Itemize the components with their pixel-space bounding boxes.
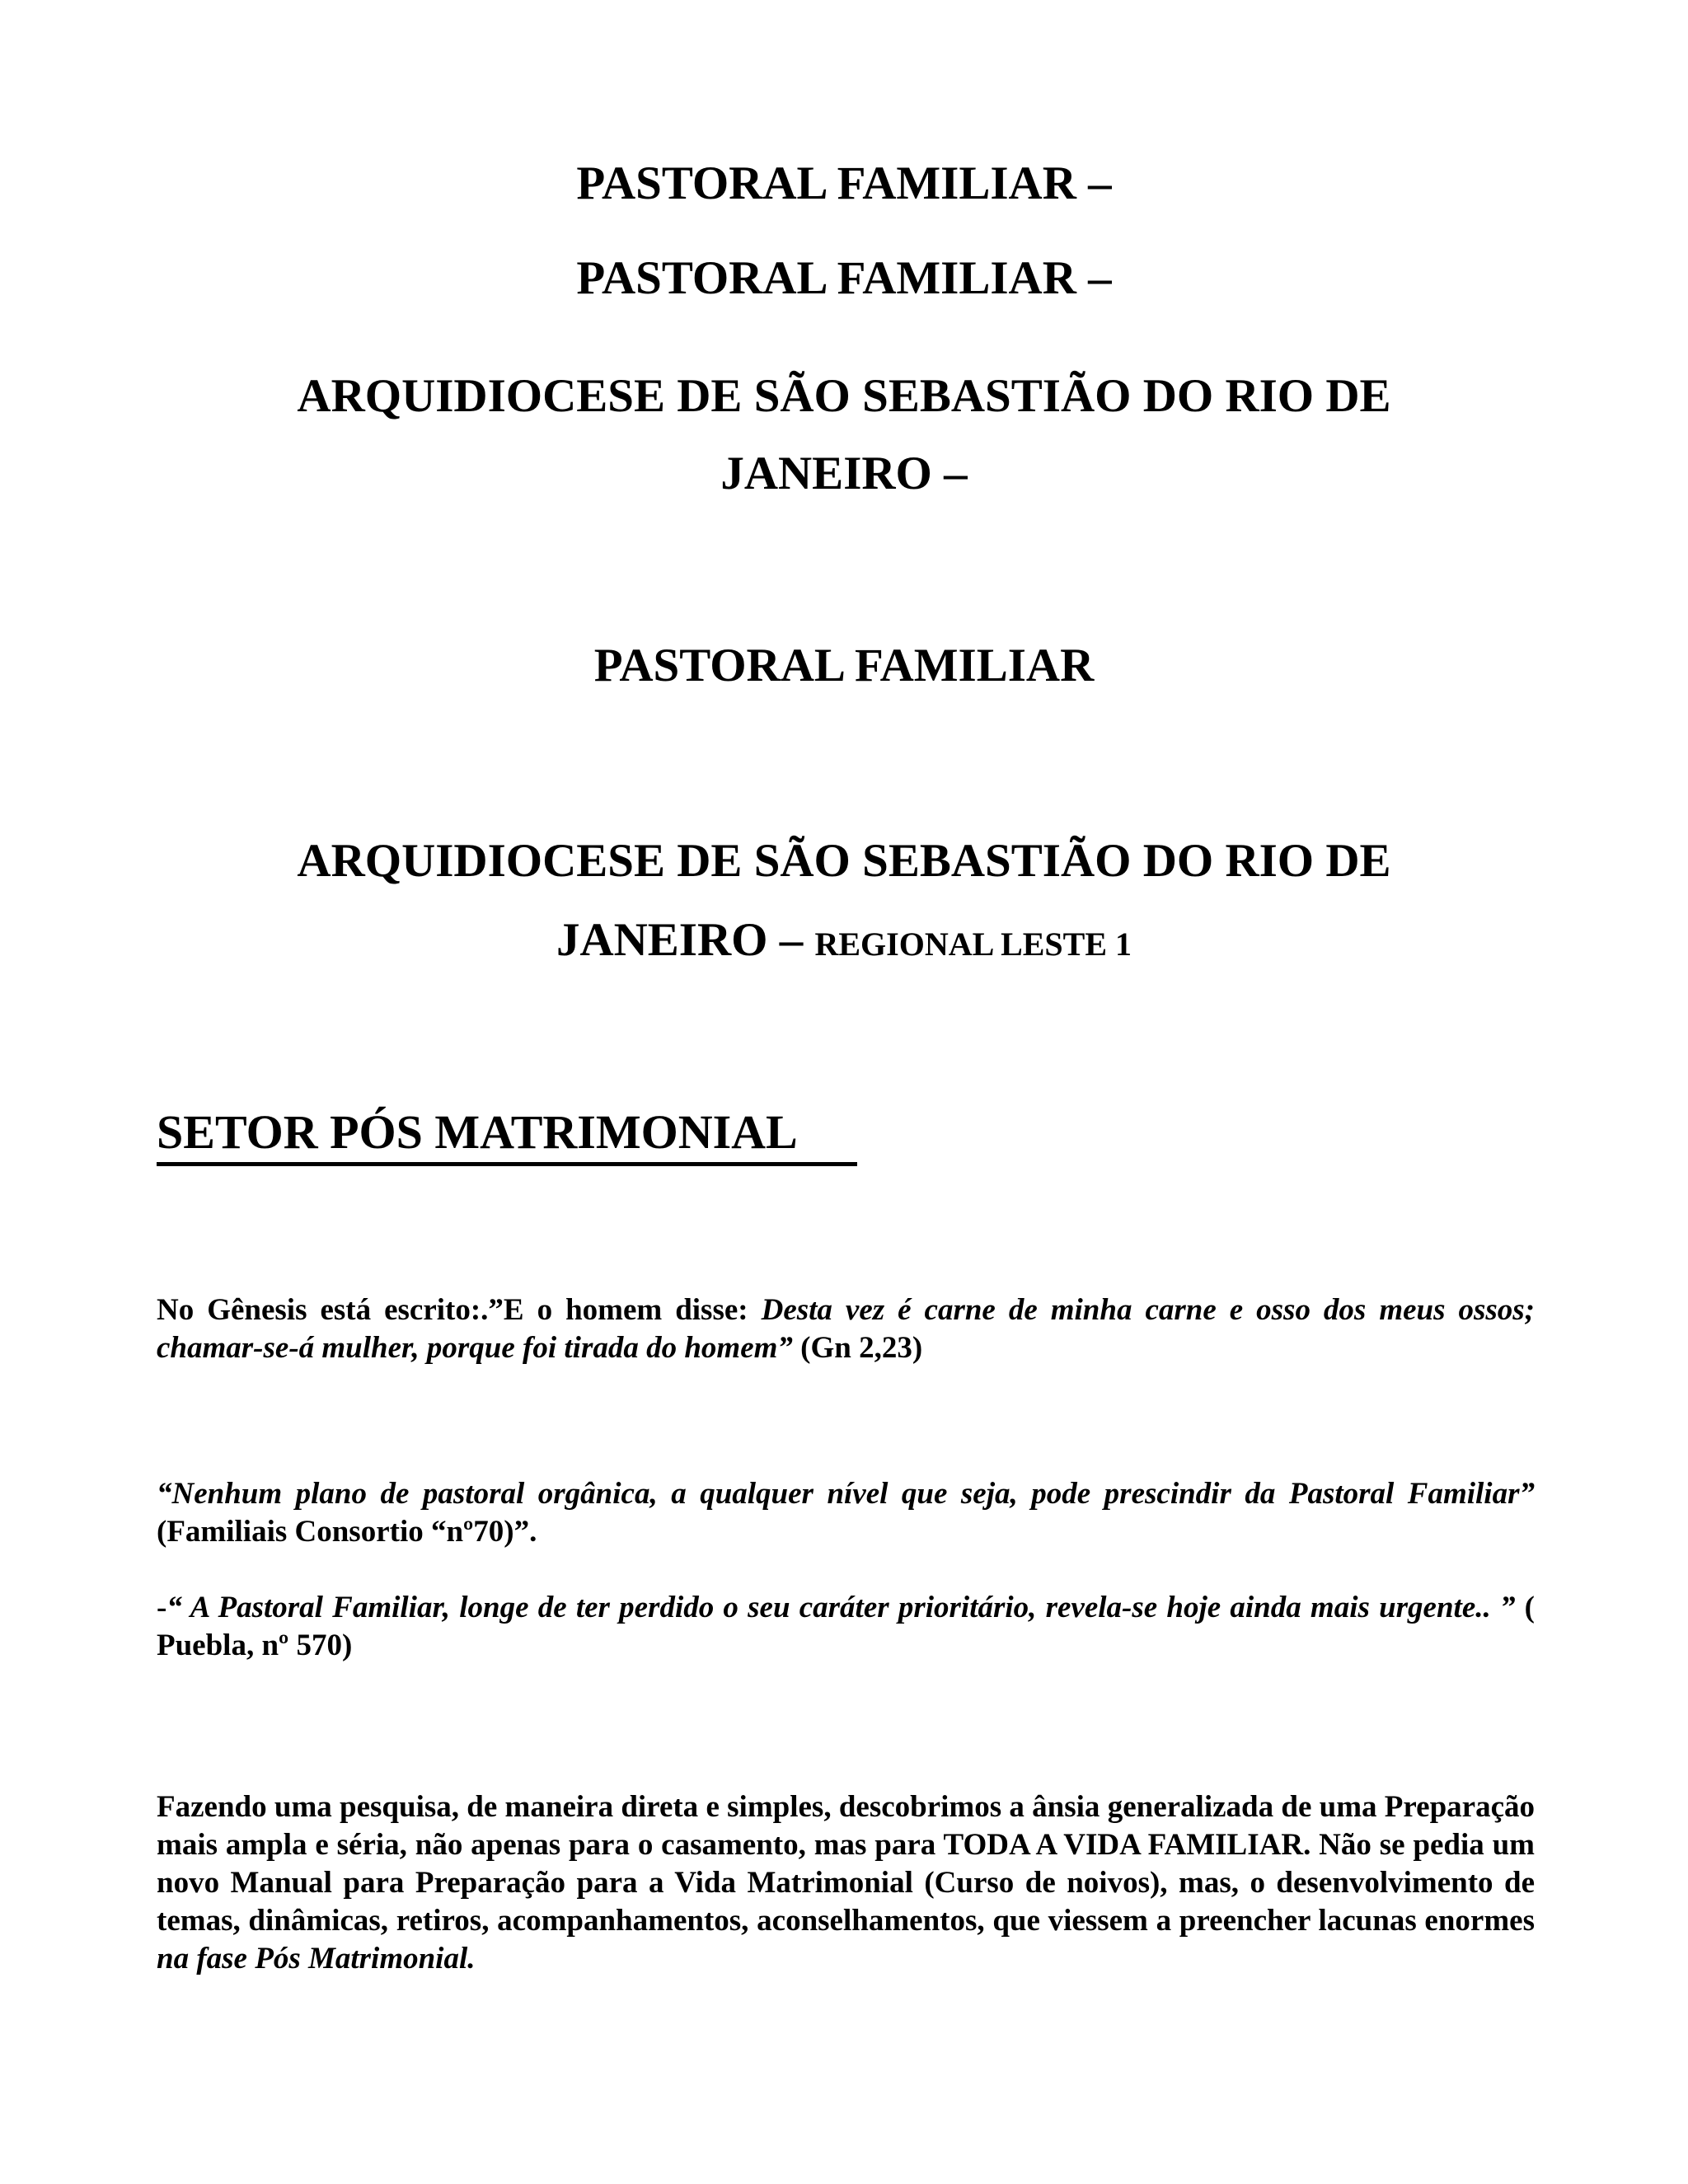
header-line-1: PASTORAL FAMILIAR – <box>576 157 1112 209</box>
genesis-quote: Desta vez é carne de minha carne e osso dos meus ossos; chamar-se-á mulher, porque foi tirada do homem” <box>157 1293 1535 1365</box>
header-line-5: PASTORAL FAMILIAR <box>593 640 1095 691</box>
header-line-7-main: JANEIRO – <box>556 914 804 966</box>
paragraph-genesis <box>157 1291 1535 1367</box>
paragraph-puebla <box>157 1589 1535 1665</box>
section-title: SETOR PÓS MATRIMONIAL <box>157 1104 857 1166</box>
header-line-7 <box>0 913 1688 972</box>
genesis-intro: No Gênesis está escrito:.”E o homem disse: <box>157 1293 762 1327</box>
puebla-prefix: - <box>157 1591 167 1624</box>
paragraph-familiaris <box>157 1475 1535 1551</box>
puebla-ref: ( Puebla, nº 570) <box>157 1591 1535 1662</box>
header-line-6: ARQUIDIOCESE DE SÃO SEBASTIÃO DO RIO DE <box>297 835 1391 887</box>
paragraph-research <box>157 1788 1535 1978</box>
familiaris-quote: “Nenhum plano de pastoral orgânica, a qualquer nível que seja, pode prescindir da Pastoral Familiar” <box>157 1477 1535 1511</box>
research-italic-end: na fase Pós Matrimonial. <box>157 1942 476 1975</box>
familiaris-ref: (Familiais Consortio “nº70)”. <box>157 1515 537 1549</box>
puebla-quote: “ A Pastoral Familiar, longe de ter perdido o seu caráter prioritário, revela-se hoje ainda mais urgente.. ” <box>166 1591 1516 1624</box>
header-line-2: PASTORAL FAMILIAR – <box>576 252 1112 304</box>
header-regional: REGIONAL LESTE 1 <box>814 926 1132 963</box>
research-text: Fazendo uma pesquisa, de maneira direta e simples, descobrimos a ânsia generalizada de uma Preparação mais ampla e séria, não apenas para o casamento, mas para TODA A VIDA FAMILIAR. Não se pedia um novo Manual para Preparação para a Vida Matrimonial (Curso de noivos), mas, o desenvolvimento de temas, dinâmicas, retiros, acompanhamentos, aconselhamentos, que viessem a preencher lacunas enormes <box>157 1790 1535 1938</box>
genesis-ref: (Gn 2,23) <box>792 1331 923 1365</box>
header-line-3: ARQUIDIOCESE DE SÃO SEBASTIÃO DO RIO DE <box>297 370 1391 422</box>
header-line-4: JANEIRO – <box>720 448 968 499</box>
